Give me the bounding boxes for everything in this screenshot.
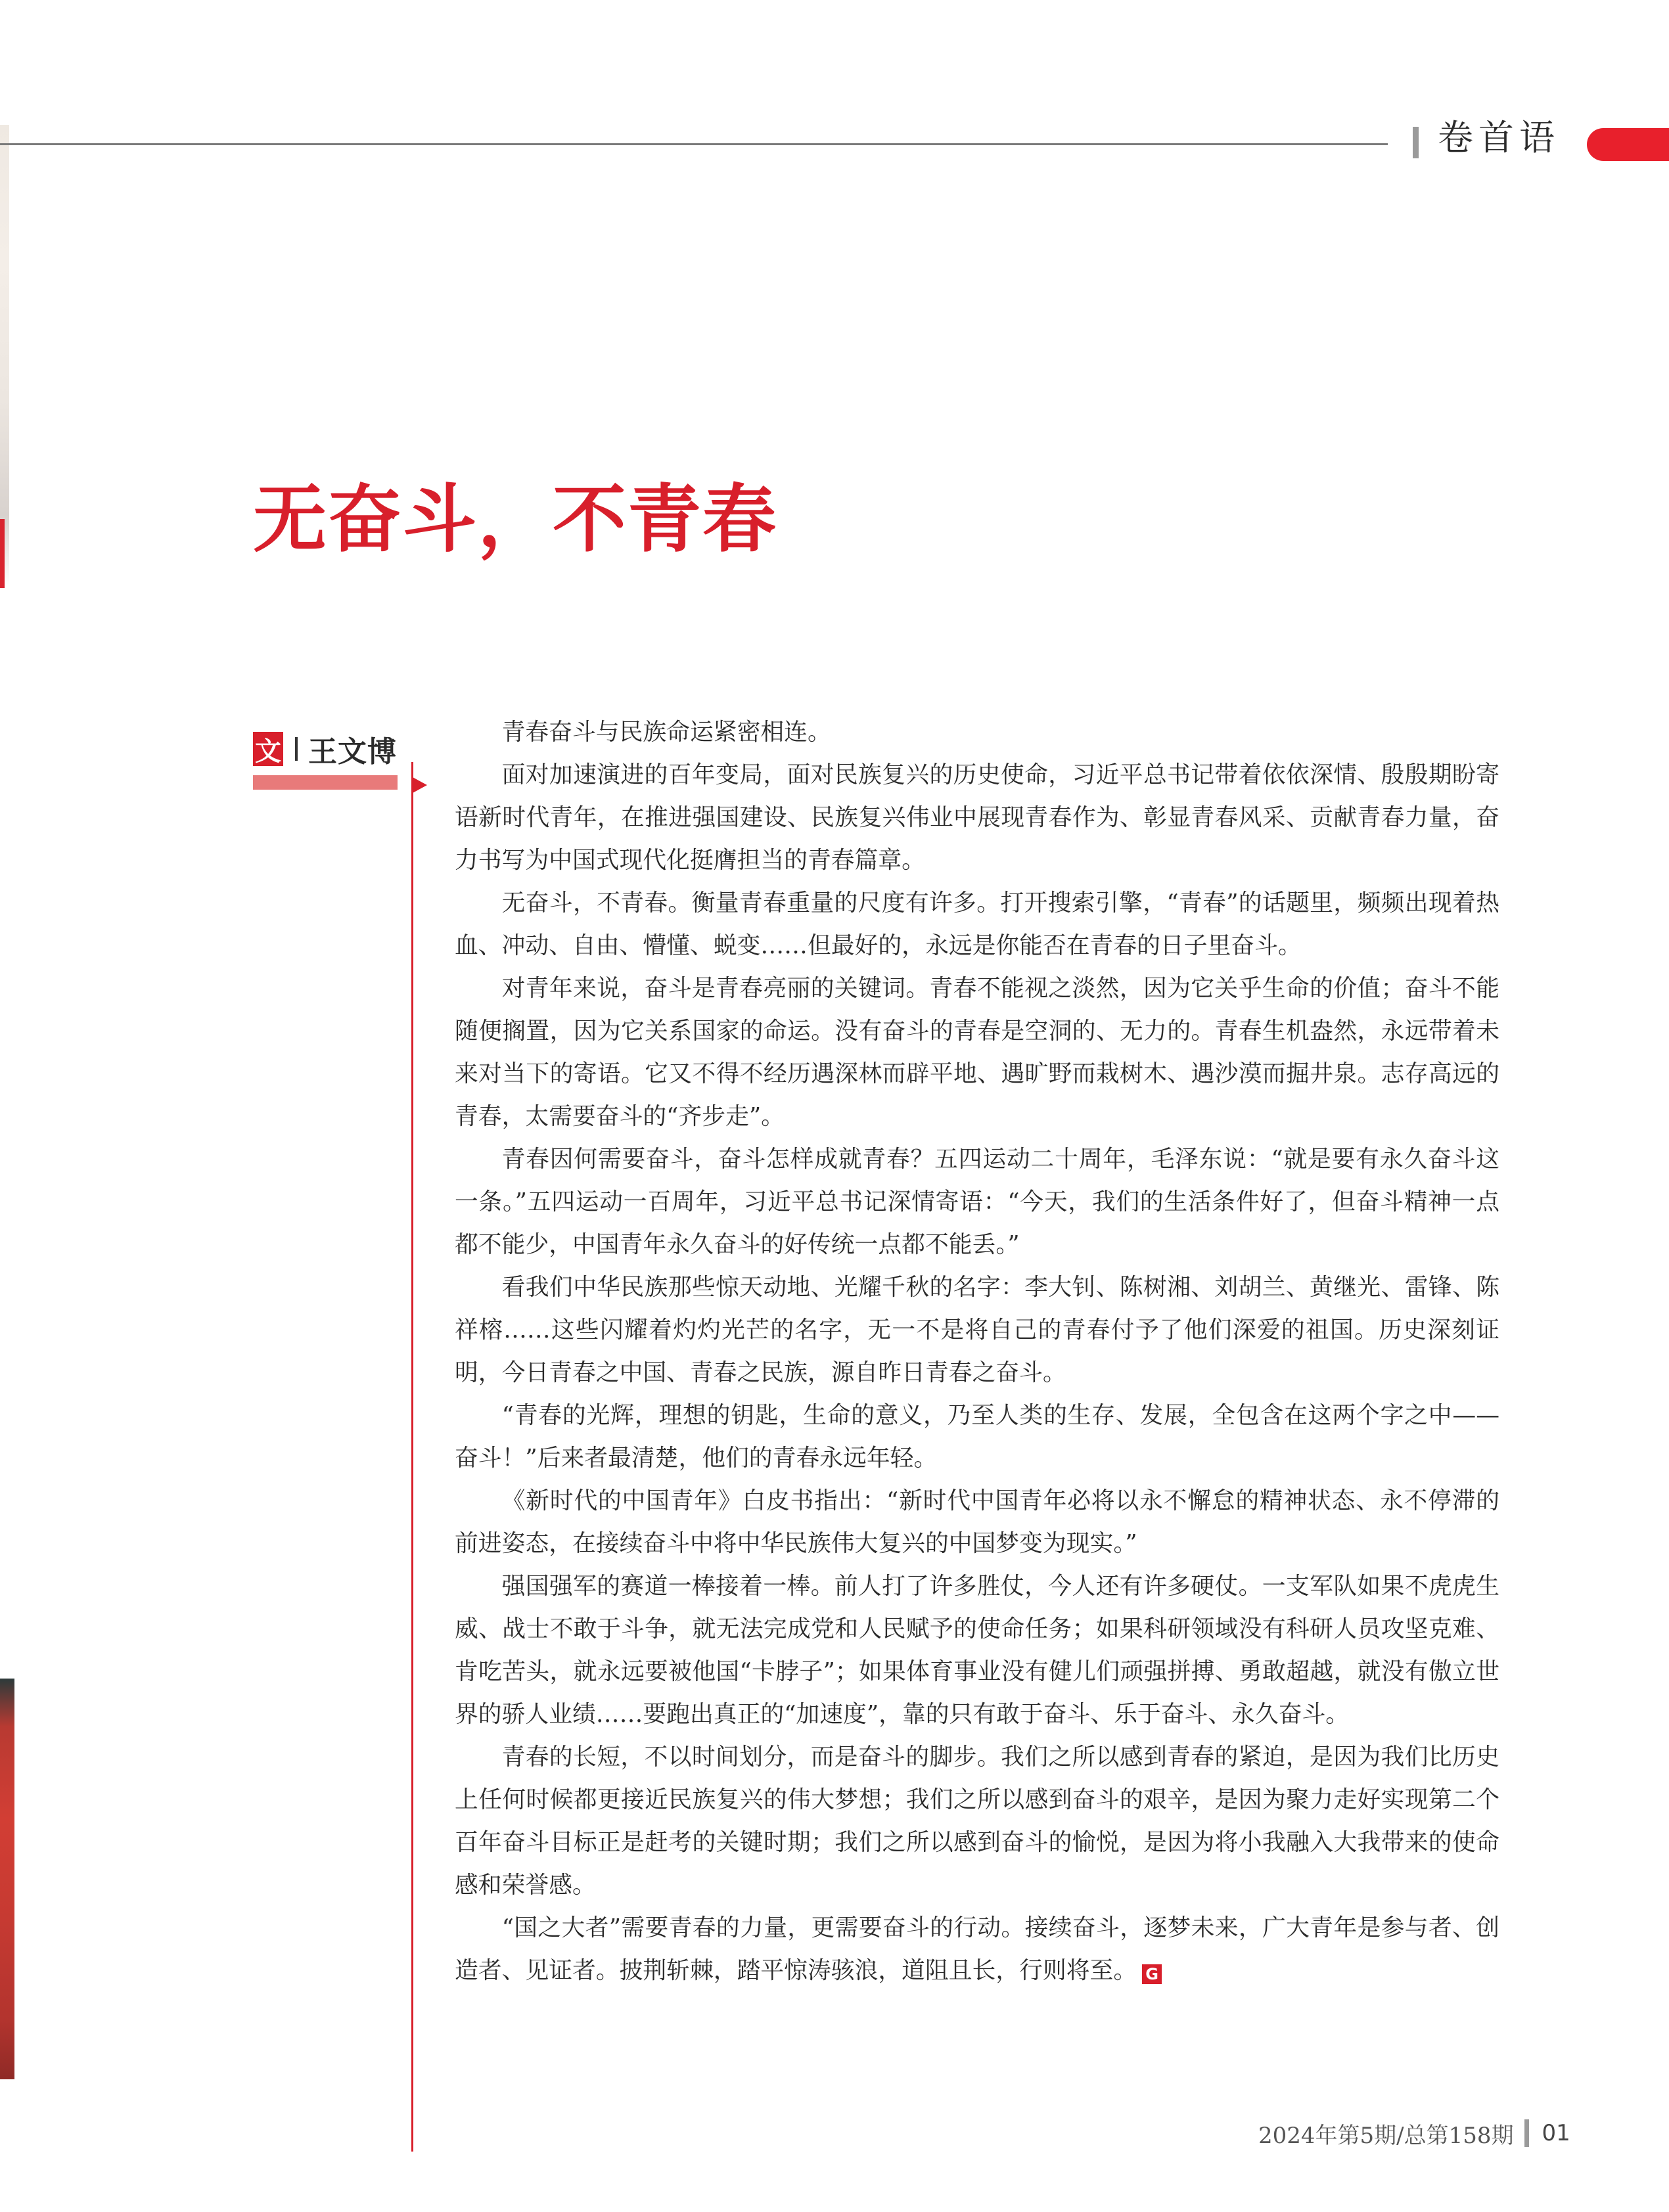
article-body: [455, 711, 1499, 1992]
footer-divider-bar: [1524, 2119, 1529, 2147]
byline-mark: 文: [253, 732, 283, 766]
facing-page-edge-top: [0, 125, 9, 585]
paragraph-last: [455, 1907, 1499, 1992]
byline: [253, 729, 397, 769]
paragraph: 无奋斗，不青春。衡量青春重量的尺度有许多。打开搜索引擎，“青春”的话题里，频频出现着热血、冲动、自由、懵懂、蜕变……但最好的，永远是你能否在青春的日子里奋斗。: [455, 890, 1499, 959]
byline-underline: [253, 775, 398, 790]
author-name: 王文博: [308, 735, 397, 769]
section-label: 卷首语: [1438, 117, 1560, 158]
paragraph: 《新时代的中国青年》白皮书指出：“新时代中国青年必将以永不懈怠的精神状态、永不停滞的前进姿态，在接续奋斗中将中华民族伟大复兴的中国梦变为现实。”: [455, 1487, 1499, 1557]
paragraph: 面对加速演进的百年变局，面对民族复兴的历史使命，习近平总书记带着依依深情、殷殷期盼寄语新时代青年，在推进强国建设、民族复兴伟业中展现青春作为、彰显青春风采、贡献青春力量，奋力书写为中国式现代化挺膺担当的青春篇章。: [455, 761, 1499, 874]
header-rule: [0, 143, 1388, 145]
facing-page-edge-bottom-photo: [0, 1679, 14, 2079]
paragraph: 青春奋斗与民族命运紧密相连。: [501, 719, 831, 746]
paragraph: 对青年来说，奋斗是青春亮丽的关键词。青春不能视之淡然，因为它关乎生命的价值；奋斗不能随便搁置，因为它关系国家的命运。没有奋斗的青春是空洞的、无力的。青春生机盎然，永远带着未来对当下的寄语。它又不得不经历遇深林而辟平地、遇旷野而栽树木、遇沙漠而掘井泉。志存高远的青春，太需要奋斗的“齐步走”。: [455, 975, 1499, 1130]
paragraph: 青春的长短，不以时间划分，而是奋斗的脚步。我们之所以感到青春的紧迫，是因为我们比历史上任何时候都更接近民族复兴的伟大梦想；我们之所以感到奋斗的艰辛，是因为聚力走好实现第二个百年奋斗目标正是赶考的关键时期；我们之所以感到奋斗的愉悦，是因为将小我融入大我带来的使命感和荣誉感。: [455, 1744, 1499, 1899]
triangle-marker-icon: [413, 777, 427, 793]
paragraph-text: “国之大者”需要青春的力量，更需要奋斗的行动。接续奋斗，逐梦未来，广大青年是参与者、创造者、见证者。披荆斩棘，踏平惊涛骇浪，道阻且长，行则将至。: [455, 1914, 1499, 1984]
byline-separator: [295, 737, 298, 761]
paragraph: 青春因何需要奋斗，奋斗怎样成就青春？五四运动二十周年，毛泽东说：“就是要有永久奋斗这一条。”五四运动一百周年，习近平总书记深情寄语：“今天，我们的生活条件好了，但奋斗精神一点都不能少，中国青年永久奋斗的好传统一点都不能丢。”: [455, 1146, 1499, 1258]
paragraph: 强国强军的赛道一棒接着一棒。前人打了许多胜仗，今人还有许多硬仗。一支军队如果不虎虎生威、战士不敢于斗争，就无法完成党和人民赋予的使命任务；如果科研领域没有科研人员攻坚克难、肯吃苦头，就永远要被他国“卡脖子”；如果体育事业没有健儿们顽强拼搏、勇敢超越，就没有傲立世界的骄人业绩……要跑出真正的“加速度”，靠的只有敢于奋斗、乐于奋斗、永久奋斗。: [455, 1573, 1499, 1728]
article-title: 无奋斗，不青春: [253, 477, 777, 562]
page-number: 01: [1542, 2120, 1570, 2146]
end-mark-icon: G: [1142, 1964, 1162, 1984]
footer: [1258, 2118, 1570, 2148]
header-divider-bar: [1413, 127, 1419, 158]
paragraph: “青春的光辉，理想的钥匙，生命的意义，乃至人类的生存、发展，全包含在这两个字之中——奋斗！”后来者最清楚，他们的青春永远年轻。: [455, 1402, 1499, 1472]
facing-page-edge-red-strip: [0, 519, 5, 588]
issue-info: 2024年第5期/总第158期: [1258, 2122, 1514, 2149]
vertical-rule: [411, 762, 413, 2152]
header-red-pill: [1587, 128, 1669, 161]
paragraph: 看我们中华民族那些惊天动地、光耀千秋的名字：李大钊、陈树湘、刘胡兰、黄继光、雷锋、陈祥榕……这些闪耀着灼灼光芒的名字，无一不是将自己的青春付予了他们深爱的祖国。历史深刻证明，今日青春之中国、青春之民族，源自昨日青春之奋斗。: [455, 1274, 1499, 1386]
